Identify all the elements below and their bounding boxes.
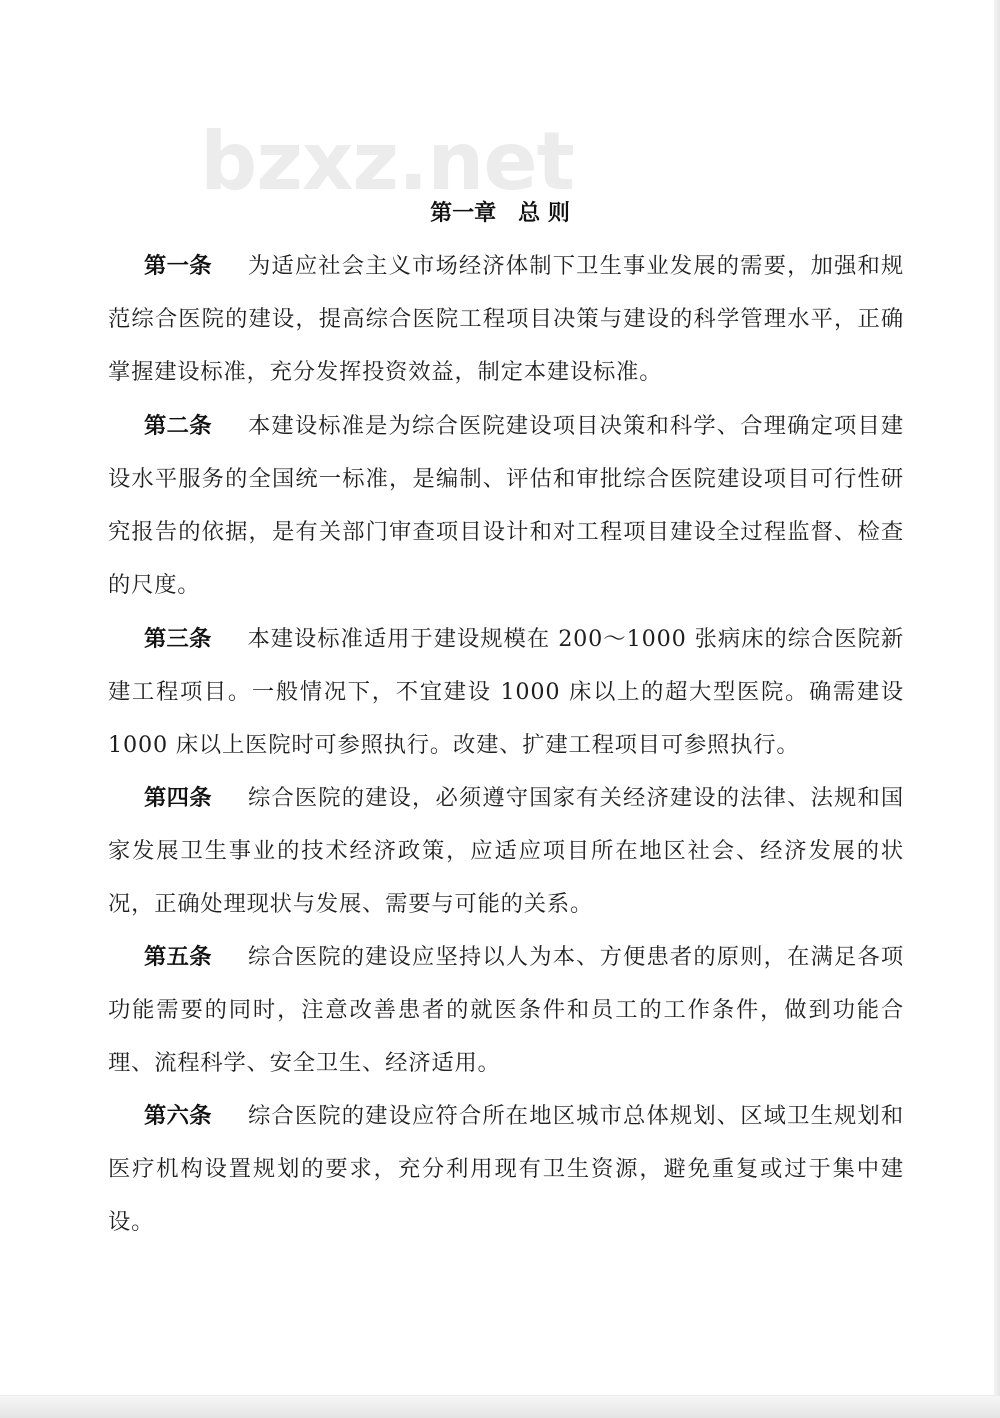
article-text: 综合医院的建设应符合所在地区城市总体规划、区域卫生规划和医疗机构设置规划的要求，充分利用现有卫生资源，避免重复或过于集中建设。 (108, 1103, 904, 1235)
article-text: 综合医院的建设，必须遵守国家有关经济建设的法律、法规和国家发展卫生事业的技术经济政策，应适应项目所在地区社会、经济发展的状况，正确处理现状与发展、需要与可能的关系。 (108, 785, 904, 917)
article-text: 本建设标准适用于建设规模在 200～1000 张病床的综合医院新建工程项目。一般情况下，不宜建设 1000 床以上的超大型医院。确需建设 1000 床以上医院时可参照执行。改建、扩建工程项目可参照执行。 (108, 626, 904, 758)
chapter-name: 总 则 (518, 201, 570, 226)
article-label: 第六条 (144, 1103, 212, 1129)
article-1 (108, 240, 904, 399)
article-2 (108, 400, 904, 612)
article-text: 综合医院的建设应坚持以人为本、方便患者的原则，在满足各项功能需要的同时，注意改善患者的就医条件和员工的工作条件，做到功能合理、流程科学、安全卫生、经济适用。 (108, 944, 904, 1076)
article-label: 第五条 (144, 944, 212, 970)
article-label: 第四条 (144, 785, 212, 811)
article-text: 本建设标准是为综合医院建设项目决策和科学、合理确定项目建设水平服务的全国统一标准，是编制、评估和审批综合医院建设项目可行性研究报告的依据，是有关部门审查项目设计和对工程项目建设全过程监督、检查的尺度。 (108, 413, 904, 598)
chapter-number: 第一章 (430, 201, 497, 226)
page-bottom-edge (0, 1395, 1000, 1418)
page-right-edge (994, 0, 1000, 1418)
article-label: 第一条 (144, 253, 212, 279)
watermark: bzxz.net (200, 115, 574, 208)
article-text: 为适应社会主义市场经济体制下卫生事业发展的需要，加强和规范综合医院的建设，提高综合医院工程项目决策与建设的科学管理水平，正确掌握建设标准，充分发挥投资效益，制定本建设标准。 (108, 253, 904, 385)
article-label: 第二条 (144, 413, 212, 439)
article-6 (108, 1090, 904, 1249)
article-4 (108, 772, 904, 931)
article-5 (108, 931, 904, 1090)
article-label: 第三条 (144, 626, 212, 652)
chapter-title (0, 199, 1000, 229)
article-3 (108, 613, 904, 772)
